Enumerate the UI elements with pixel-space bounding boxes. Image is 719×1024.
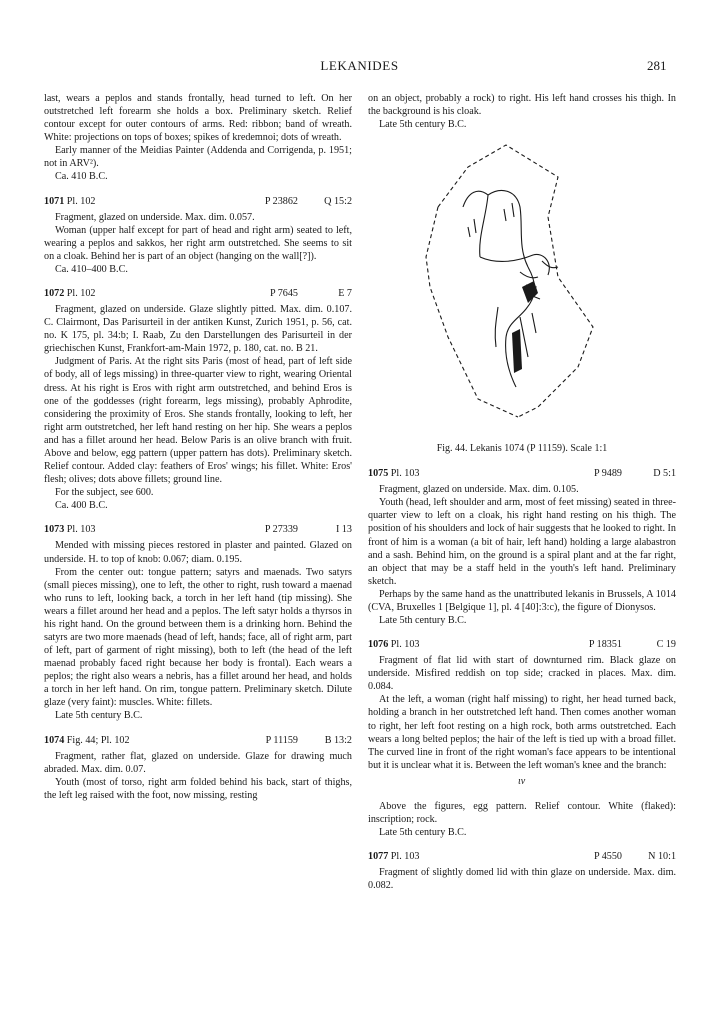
entry-heading: [44, 734, 352, 747]
entry-description: Judgment of Paris. At the right sits Paris (most of head, part of left side of body, all of legs missing) in three-quarter view to right, wearing Oriental dress. At his right is Eros with right arm outstretched, and behind Eros is one of the goddesses (right forearm, legs missing), probably Aphrodite, considering the proximity of Eros. She stands frontally, looking to left, her right arm outstretched, her left hand resting on her hip. She wears a peplos and has a fillet around her head. Below Paris is an olive branch with fruit. Above and below, egg pattern (upper pattern has dots). Preliminary sketch. Relief contour. Added clay: feathers of Eros' wings; his fillet. White: Eros' flesh; olives; dots above fillets; ground line.: [44, 356, 352, 486]
entry-number: 1073: [44, 524, 65, 536]
running-header-title: LEKANIDES: [320, 58, 399, 73]
entry-description: Mended with missing pieces restored in plaster and painted. Glazed on underside. H. to top of knob: 0.067; diam. 0.195.: [44, 540, 352, 565]
inventory-number: P 11159: [265, 734, 298, 746]
entry-number: 1071: [44, 195, 65, 207]
inventory-number: P 23862: [264, 195, 298, 207]
entry-number: 1076: [368, 639, 389, 651]
figure-line: [463, 191, 488, 257]
grid-location: I 13: [335, 524, 352, 536]
date-line: Late 5th century B.C.: [379, 826, 467, 838]
grid-location: B 13:2: [324, 734, 352, 746]
grid-location: C 19: [656, 639, 676, 651]
plate-ref: Pl. 103: [390, 468, 420, 480]
left-column: [44, 92, 352, 802]
inventory-number: P 27339: [264, 524, 298, 536]
fragment-outline-top: [438, 145, 558, 217]
entry-description: Perhaps by the same hand as the unattributed lekanis in Brussels, A 1014 (CVA, Bruxelles 1 [Belgique 1], pl. 4 [40]:3:c), the figure of Dionysos.: [368, 588, 676, 613]
catalogue-entry-1077: [368, 850, 676, 892]
entry-description: Woman (upper half except for part of head and right arm) seated to left, wearing a peplos and sakkos, her right arm outstretched. She seems to sit on a cloak. Behind her is part of an object (hanging on the wall[?]).: [44, 224, 352, 262]
entry-description: At the left, a woman (right half missing) to right, her head turned back, holding a branch in her outstretched left hand. Then comes another woman to right, her left foot resting on a high rock, both arms outstretched. Each wears a long belted peplos; the hair of the left is tied up with a broad fillet. The curved line in front of the right woman's face appears to be intentional but it is unclear what it is. Between the left woman's knee and the branch:: [368, 694, 676, 771]
entry-heading: [368, 850, 676, 863]
drapery-strokes: [468, 203, 514, 237]
grid-location: D 5:1: [653, 468, 676, 480]
entry-description: Fragment, glazed on underside. Glaze slightly pitted. Max. dim. 0.107. C. Clairmont, Das Parisurteil in der antiken Kunst, Zurich 1951, p. 56, cat. no. K 175, pl. 34:b; I. Raab, Zu den Darstellungen des Parisurteil in der griechischen Kunst, Frankfort-am-Main 1972, p. 180, cat. no. B 21.: [44, 304, 352, 355]
inventory-number: P 9489: [593, 468, 622, 480]
figure-line: [520, 272, 538, 278]
entry-number: 1075: [368, 468, 389, 480]
fragment-outline-left: [426, 207, 518, 417]
grid-location: E 7: [338, 288, 352, 300]
entry-description: For the subject, see 600.: [55, 487, 154, 499]
date-line: Ca. 410–400 B.C.: [55, 263, 128, 275]
figure-line: [495, 307, 498, 347]
page-number: 281: [647, 58, 667, 73]
catalogue-entry-1071: [44, 195, 352, 276]
entry-description: Fragment, glazed on underside. Max. dim. 0.057.: [55, 211, 255, 223]
entry-heading: [44, 195, 352, 208]
grid-location: N 10:1: [648, 851, 676, 863]
entry-number: 1072: [44, 288, 65, 300]
entry-description: Fragment, glazed on underside. Max. dim. 0.105.: [379, 484, 579, 496]
entry-number: 1074: [44, 734, 65, 746]
glaze-patches: [512, 281, 538, 373]
right-column: [368, 92, 676, 892]
plate-ref: Pl. 103: [390, 851, 420, 863]
entry-number: 1077: [368, 851, 389, 863]
catalogue-entry-1072: [44, 287, 352, 512]
inscription-text: ιν: [518, 775, 526, 787]
entry-heading: [368, 467, 676, 480]
continued-paragraph: on an object, probably a rock) to right. His left hand crosses his thigh. In the background is his cloak.: [368, 93, 676, 118]
date-line: Late 5th century B.C.: [55, 710, 143, 722]
grid-location: Q 15:2: [324, 195, 352, 207]
date-line: Late 5th century B.C.: [379, 119, 467, 131]
entry-description: Above the figures, egg pattern. Relief contour. White (flaked): inscription; rock.: [368, 800, 676, 825]
figure-line: [480, 255, 549, 276]
continued-paragraph: last, wears a peplos and stands frontally, head turned to left. On her outstretched left forearm she holds a box. Preliminary sketch. Relief contour except for outer contours of arms. Red: ribbon; band of wreath. White: projections on tops of boxes; spikes of kredemnoi; dots of wreath.: [44, 93, 352, 144]
figure-line: [488, 191, 528, 267]
figure-44: [368, 137, 676, 437]
attribution-note: Early manner of the Meidias Painter (Addenda and Corrigenda, p. 1951; not in ARV²).: [44, 145, 352, 170]
lekanis-drawing: [408, 137, 598, 427]
plate-ref: Fig. 44; Pl. 102: [66, 734, 130, 746]
inventory-number: P 18351: [588, 639, 622, 651]
entry-description: Fragment of slightly domed lid with thin glaze on underside. Max. dim. 0.082.: [368, 867, 676, 892]
drapery-strokes: [520, 313, 536, 357]
entry-description: Youth (most of torso, right arm folded behind his back, start of thighs, the left leg raised with the foot, now missing, resting: [44, 776, 352, 801]
catalogue-entry-1074: [44, 734, 352, 802]
fragment-outline-right: [518, 217, 593, 417]
inventory-number: P 4550: [593, 851, 622, 863]
entry-description: Fragment of flat lid with start of downturned rim. Black glaze on underside. Misfired reddish on top side; cracked in places. Max. dim. 0.084.: [368, 655, 676, 693]
inventory-number: P 7645: [269, 288, 298, 300]
date-line: Late 5th century B.C.: [379, 614, 467, 626]
date-line: Ca. 410 B.C.: [55, 171, 108, 183]
plate-ref: Pl. 103: [66, 524, 96, 536]
entry-description: From the center out: tongue pattern; satyrs and maenads. Two satyrs (small pieces missing), one to left, the other to right, rush toward a maenad who runs to left, looking back, a torch in her left hand (tip missing). She wears a fillet around her head and a peplos. The left satyr holds a thyrsos in his right hand. On the ground between them is a drinking horn. Behind the satyrs are two more maenads (head of left, hands; face, all of right arm, part of left, part of garment of right missing), both to left (the head of the left maenad probably faced right because her body is frontal). Each wears a peplos; the right also wears a nebris, has a fillet around her head, and holds a torch in her left hand. On rim, tongue pattern. Preliminary sketch. Dilute glaze (very faint): muscles. White: fillets.: [44, 566, 352, 709]
entry-heading: [44, 523, 352, 536]
plate-ref: Pl. 103: [390, 639, 420, 651]
entry-heading: [368, 638, 676, 651]
entry-heading: [44, 287, 352, 300]
date-line: Ca. 400 B.C.: [55, 500, 108, 512]
entry-description: Youth (head, left shoulder and arm, most of feet missing) seated in three-quarter view to left on a cloak, his right hand resting on his thigh. The position of his shoulders and lock of hair suggests that he looked to right. In front of him is a woman (a bit of hair, left hand) holding a large alabastron and a sash. Behind him, on the ground is a spiral plant and at the far right, an object that may be a staff held in the youth's left hand. Preliminary sketch.: [368, 497, 676, 587]
catalogue-entry-1076: [368, 638, 676, 839]
catalogue-entry-1073: [44, 523, 352, 722]
figure-caption: Fig. 44. Lekanis 1074 (P 11159). Scale 1:1: [436, 443, 608, 455]
entry-description: Fragment, rather flat, glazed on underside. Glaze for drawing much abraded. Max. dim. 0.07.: [44, 750, 352, 775]
inscription: [368, 774, 676, 796]
catalogue-entry-1075: [368, 467, 676, 627]
plate-ref: Pl. 102: [66, 288, 96, 300]
plate-ref: Pl. 102: [66, 195, 96, 207]
